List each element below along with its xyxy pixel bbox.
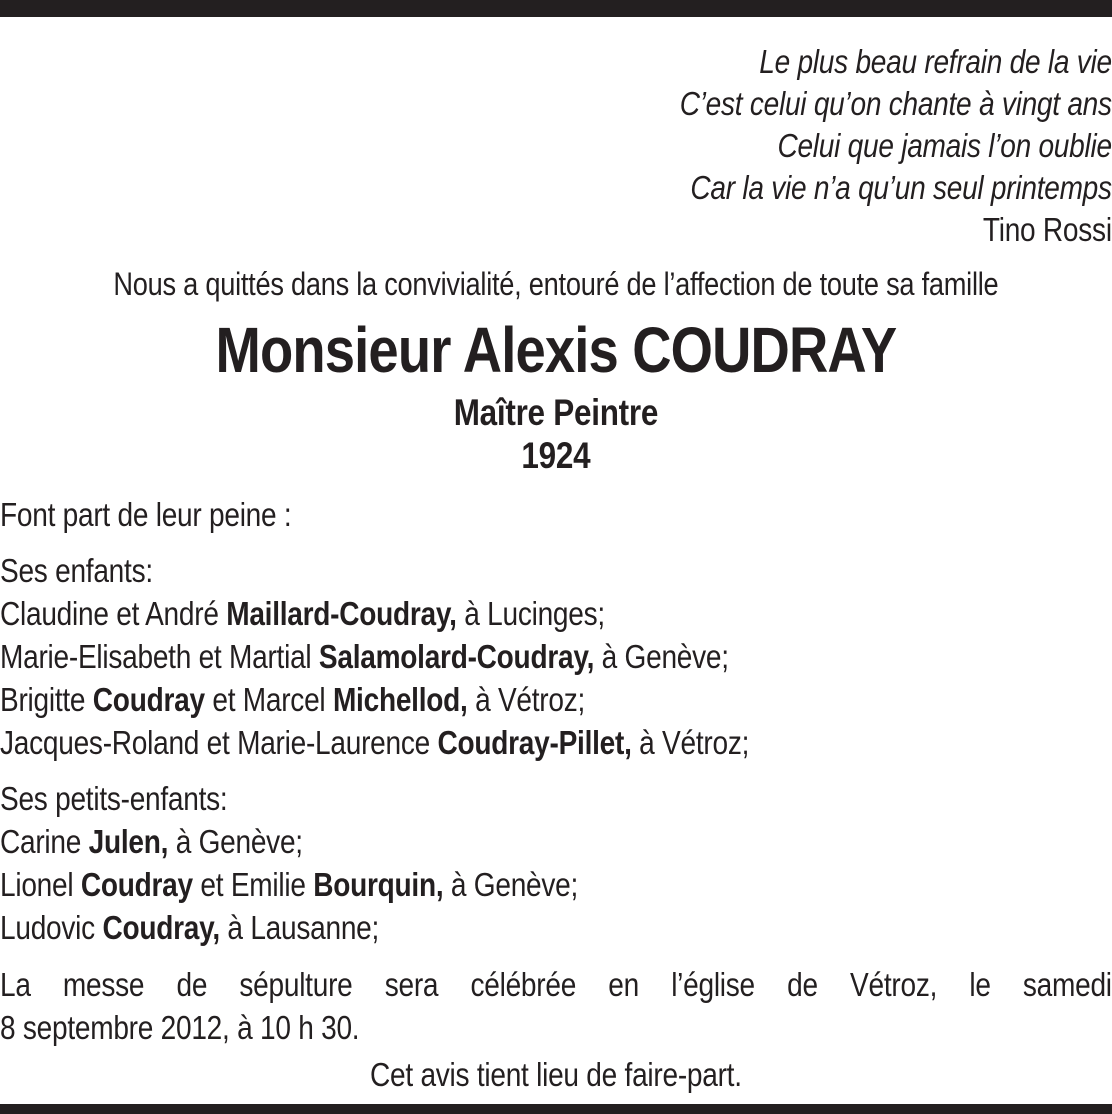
family-text: à Lausanne; (219, 909, 380, 946)
family-line (0, 820, 1112, 863)
verse-block (0, 41, 1112, 251)
family-surname: Coudray-Pillet, (437, 724, 632, 761)
family-text: Carine (0, 823, 89, 860)
section-label: Ses enfants: (0, 552, 153, 589)
family-line (0, 906, 1112, 949)
family-surname: Bourquin, (313, 866, 444, 903)
deceased-name: Monsieur Alexis COUDRAY (215, 314, 897, 386)
family-text: à Vétroz; (631, 724, 750, 761)
notice-content (0, 17, 1112, 1096)
family-surname: Coudray (92, 681, 205, 718)
family-text: à Genève; (443, 866, 579, 903)
family-text: Marie-Elisabeth et Martial (0, 638, 319, 675)
family-line (0, 635, 1112, 678)
family-surname: Coudray (80, 866, 193, 903)
family-surname: Salamolard-Coudray, (318, 638, 595, 675)
family-text: à Vétroz; (467, 681, 586, 718)
family-text: à Lucinges; (456, 595, 605, 632)
bottom-rule (0, 1104, 1112, 1114)
closing-line: Cet avis tient lieu de faire-part. (370, 1056, 742, 1093)
family-text: Brigitte (0, 681, 93, 718)
family-sections (0, 549, 1112, 949)
family-surname: Michellod, (332, 681, 468, 718)
verse-line: C’est celui qu’on chante à vingt ans (679, 85, 1112, 122)
mass-line: La messe de sépulture sera célébrée en l’église de Vétroz, le samedi (0, 966, 1112, 1003)
family-section (0, 777, 1112, 949)
family-line (0, 592, 1112, 635)
family-surname: Coudray, (102, 909, 220, 946)
family-line (0, 863, 1112, 906)
verse-line: Car la vie n’a qu’un seul printemps (690, 169, 1112, 206)
family-text: et Marcel (204, 681, 333, 718)
deceased-profession: Maître Peintre (453, 392, 659, 433)
verse-line: Le plus beau refrain de la vie (759, 43, 1112, 80)
section-label: Ses petits-enfants: (0, 780, 228, 817)
family-text: à Genève; (594, 638, 729, 675)
family-text: Claudine et André (0, 595, 227, 632)
announcement-line: Font part de leur peine : (0, 496, 292, 533)
family-section (0, 549, 1112, 764)
mass-paragraph (0, 963, 1112, 1049)
family-text: Ludovic (0, 909, 103, 946)
family-surname: Julen, (88, 823, 169, 860)
family-text: Lionel (0, 866, 81, 903)
deceased-year: 1924 (521, 435, 591, 476)
family-line (0, 678, 1112, 721)
family-text: Jacques-Roland et Marie-Laurence (0, 724, 438, 761)
top-rule (0, 0, 1112, 17)
verse-author: Tino Rossi (982, 211, 1112, 248)
mass-line: 8 septembre 2012, à 10 h 30. (0, 1009, 360, 1046)
intro-line: Nous a quittés dans la convivialité, entouré de l’affection de toute sa famille (113, 266, 999, 302)
verse-line: Celui que jamais l’on oublie (777, 127, 1112, 164)
family-text: à Genève; (168, 823, 303, 860)
family-line (0, 721, 1112, 764)
family-text: et Emilie (192, 866, 314, 903)
family-surname: Maillard-Coudray, (226, 595, 457, 632)
